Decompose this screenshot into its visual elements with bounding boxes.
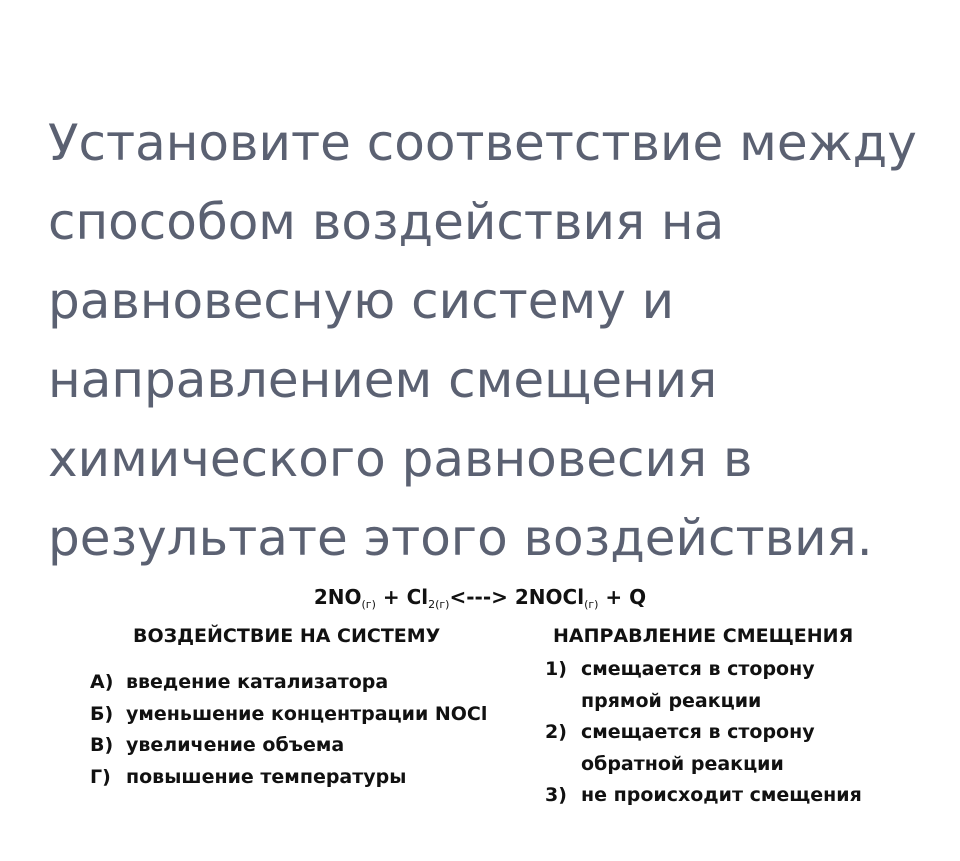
list-item	[90, 730, 487, 762]
heat-term: + Q	[598, 585, 647, 609]
reactant-cl: + Cl	[375, 585, 429, 609]
list-item	[90, 762, 487, 794]
state-subscript: (г)	[361, 598, 376, 611]
question-line: химического равновесия в	[48, 430, 753, 488]
item-marker: 1)	[545, 658, 567, 680]
left-column-header: ВОЗДЕЙСТВИЕ НА СИСТЕМУ	[133, 625, 441, 647]
question-text	[48, 104, 928, 578]
item-marker: Б)	[90, 702, 114, 725]
impact-list	[90, 667, 487, 793]
item-marker: 2)	[545, 721, 567, 743]
item-marker: А)	[90, 671, 114, 693]
state-subscript: 2(г)	[428, 598, 450, 611]
item-text: обратной реакции	[581, 752, 784, 775]
item-text: повышение температуры	[126, 765, 407, 788]
item-text: не происходит смещения	[581, 784, 862, 806]
question-line: направлением смещения	[48, 351, 718, 409]
item-text: смещается в сторону	[581, 721, 815, 743]
item-text: прямой реакции	[581, 689, 762, 712]
item-marker: 3)	[545, 784, 567, 806]
item-text: введение катализатора	[126, 671, 389, 693]
item-marker: Г)	[90, 765, 111, 788]
product-nocl: 2NOCl	[514, 585, 585, 609]
list-item	[90, 699, 487, 731]
reactant-no: 2NO	[313, 585, 362, 609]
list-item	[545, 717, 862, 780]
list-item	[90, 667, 487, 699]
reaction-equation	[0, 585, 960, 611]
shift-direction-list	[545, 654, 862, 812]
item-marker: В)	[90, 734, 114, 756]
question-line: равновесную систему и	[48, 272, 675, 330]
item-text: увеличение объема	[126, 734, 345, 756]
question-line: Установите соответствие между	[48, 114, 917, 172]
state-subscript: (г)	[584, 598, 599, 611]
question-line: результате этого воздействия.	[48, 509, 873, 567]
question-line: способом воздействия на	[48, 193, 725, 251]
equilibrium-arrow: <--->	[449, 585, 515, 609]
item-text: смещается в сторону	[581, 658, 815, 680]
item-text: уменьшение концентрации NOCl	[126, 702, 488, 725]
list-item	[545, 654, 862, 717]
list-item	[545, 780, 862, 812]
right-column-header: НАПРАВЛЕНИЕ СМЕЩЕНИЯ	[553, 625, 854, 647]
